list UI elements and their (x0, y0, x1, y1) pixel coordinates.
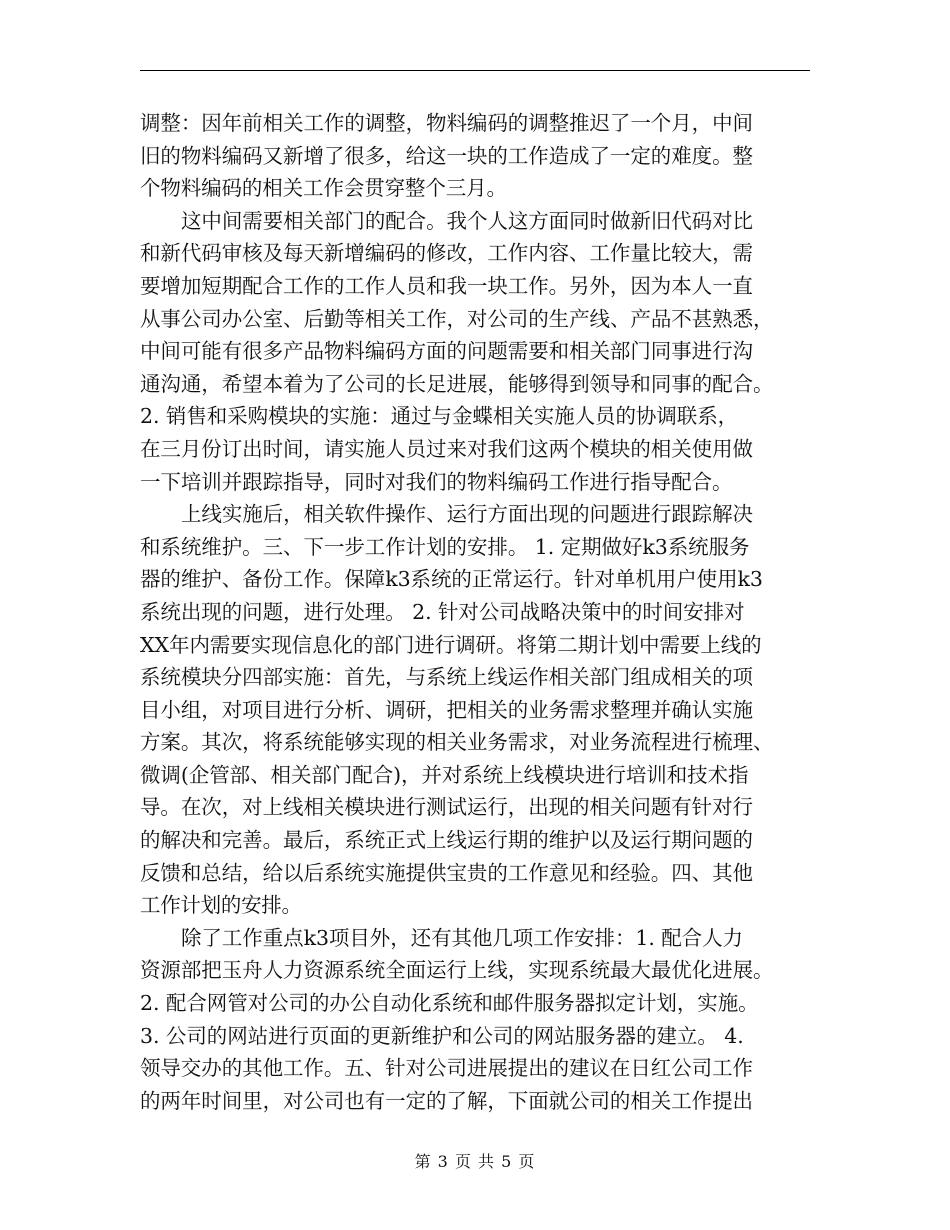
text-line: 2. 销售和采购模块的实施：通过与金蝶相关实施人员的协调联系， (140, 404, 739, 429)
text-line: 方案。其次，将系统能够实现的相关业务需求，对业务流程进行梳理、 (140, 730, 774, 755)
text-line: 工作计划的安排。 (140, 893, 302, 918)
text-line: 导。在次，对上线相关模块进行测试运行，出现的相关问题有针对行 (140, 795, 753, 820)
text-line: 一下培训并跟踪指导，同时对我们的物料编码工作进行指导配合。 (140, 469, 733, 494)
text-line: 调整：因年前相关工作的调整，物料编码的调整推迟了一个月，中间 (140, 111, 753, 135)
text-line: 领导交办的其他工作。五、针对公司进展提出的建议在日红公司工作 (140, 1056, 753, 1081)
text-line: 系统模块分四部实施：首先，与系统上线运作相关部门组成相关的项 (140, 665, 753, 690)
text-line: 3. 公司的网站进行页面的更新维护和公司的网站服务器的建立。 4. (140, 1023, 744, 1048)
text-line: 的解决和完善。最后，系统正式上线运行期的维护以及运行期问题的 (140, 828, 753, 853)
text-line: 的两年时间里，对公司也有一定的了解，下面就公司的相关工作提出 (140, 1088, 753, 1113)
text-line: 要增加短期配合工作的工作人员和我一块工作。另外，因为本人一直 (140, 273, 753, 298)
text-line: 和新代码审核及每天新增编码的修改，工作内容、工作量比较大，需 (140, 241, 753, 266)
text-line: 上线实施后，相关软件操作、运行方面出现的问题进行跟踪解决 (181, 502, 753, 527)
text-line: 微调(企管部、相关部门配合)，并对系统上线模块进行培训和技术指 (140, 762, 749, 787)
text-line: 通沟通，希望本着为了公司的长足进展，能够得到领导和同事的配合。 (140, 371, 774, 396)
text-line: 2. 配合网管对公司的办公自动化系统和邮件服务器拟定计划，实施。 (140, 991, 759, 1016)
text-line: 资源部把玉舟人力资源系统全面运行上线，实现系统最大最优化进展。 (140, 958, 774, 983)
text-line: 这中间需要相关部门的配合。我个人这方面同时做新旧代码对比 (181, 208, 753, 233)
document-body (140, 107, 812, 1117)
text-line: 系统出现的问题，进行处理。 2. 针对公司战略决策中的时间安排对 (140, 599, 745, 624)
text-line: 除了工作重点k3项目外，还有其他几项工作安排：1. 配合人力 (181, 925, 743, 950)
text-line: XX年内需要实现信息化的部门进行调研。将第二期计划中需要上线的 (140, 632, 762, 657)
text-line: 反馈和总结，给以后系统实施提供宝贵的工作意见和经验。四、其他 (140, 860, 753, 885)
text-line: 中间可能有很多产品物料编码方面的问题需要和相关部门同事进行沟 (140, 339, 753, 364)
text-line: 目小组，对项目进行分析、调研，把相关的业务需求整理并确认实施 (140, 697, 753, 722)
text-line: 从事公司办公室、后勤等相关工作，对公司的生产线、产品不甚熟悉， (140, 306, 774, 331)
text-line: 个物料编码的相关工作会贯穿整个三月。 (140, 176, 507, 201)
text-line: 旧的物料编码又新增了很多，给这一块的工作造成了一定的难度。整 (140, 143, 753, 168)
text-line: 和系统维护。三、下一步工作计划的安排。 1. 定期做好k3系统服务 (140, 534, 750, 559)
text-line: 在三月份订出时间，请实施人员过来对我们这两个模块的相关使用做 (140, 436, 753, 461)
page-number-footer: 第 3 页 共 5 页 (414, 1152, 536, 1171)
text-line: 器的维护、备份工作。保障k3系统的正常运行。针对单机用户使用k3 (140, 567, 763, 592)
header-rule (140, 70, 810, 71)
